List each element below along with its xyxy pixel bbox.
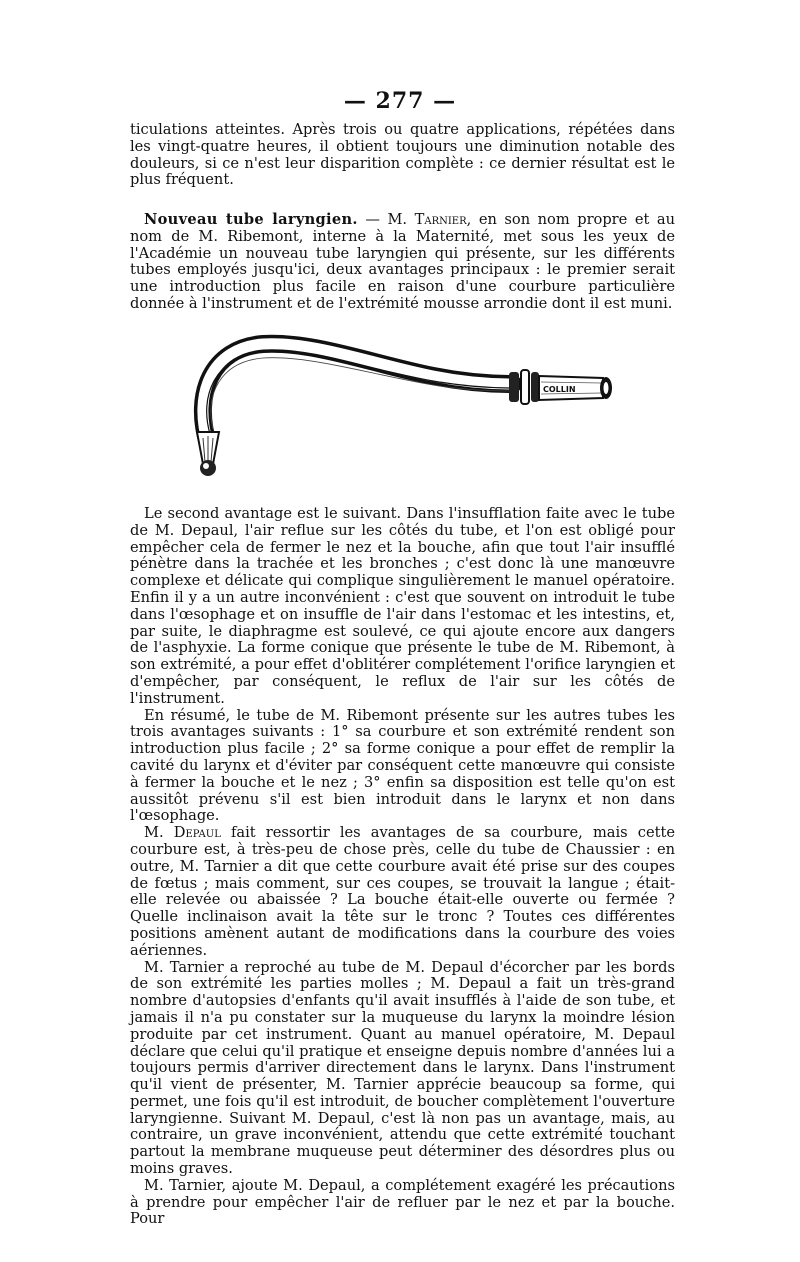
page-number: — 277 — xyxy=(343,88,457,114)
paragraph-en-resume: En résumé, le tube de M. Ribemont présente sur les autres tubes les trois avantages suivants : 1° sa courbure et son extrémité rendent son introduction plus facile ; 2° sa forme conique a pour effet de remplir la cavité du larynx et d'éviter par conséquent cette manœuvre qui consiste à fermer la bouche et le nez ; 3° enfin sa disposition est telle qu'on est aussitôt prévenu s'il est bien introduit dans le larynx et non dans l'œsophage. xyxy=(130,706,675,825)
heading-dash: — M. xyxy=(357,211,415,228)
paragraph-lead: M. xyxy=(144,824,174,842)
paragraph-body: fait ressortir les avantages de sa courbure, mais cette courbure est, à très-peu de chose près, celle du tube de Chaussier : en outre, M. Tarnier a dit que cette courbure avait été prise sur des coupes de fœtus ; mais comment, sur ces coupes, se trouvait la langue ; était-elle relevée ou abaissée ? La bouche était-elle ouverte ou fermée ? Quelle inclinaison avait la tête sur le tronc ? Toutes ces différentes positions amènent autant de modifications dans la courbure des voies aériennes. xyxy=(130,824,675,959)
paragraph-tarnier-precautions: M. Tarnier, ajoute M. Depaul, a complétement exagéré les précautions à prendre pour empêcher l'air de refluer par le nez et par la bouche. Pour xyxy=(130,1176,675,1228)
author-name-tarnier: Tarnier xyxy=(414,211,467,228)
author-name-depaul: Depaul xyxy=(173,824,221,842)
text-block-tube-intro xyxy=(130,212,675,313)
paragraph-tarnier-reproach: M. Tarnier a reproché au tube de M. Depaul d'écorcher par les bords de son extrémité les parties molles ; M. Depaul a fait un très-grand nombre d'autopsies d'enfants qu'il avait insufflés à l'aide de son tube, et jamais il n'a pu constater sur la muqueuse du larynx la moindre lésion produite par cet instrument. Quant au manuel opératoire, M. Depaul déclare que celui qu'il pratique et enseigne depuis nombre d'années lui a toujours permis d'arriver directement dans le larynx. Dans l'instrument qu'il vient de présenter, M. Tarnier apprécie beaucoup sa forme, qui permet, une fois qu'il est introduit, de boucher complètement l'ouverture laryngienne. Suivant M. Depaul, c'est là non pas un avantage, mais, au contraire, un grave inconvénient, attendu que cette extrémité touchant partout la membrane muqueuse peut déterminer des désordres plus ou moins graves. xyxy=(130,958,675,1178)
laryngeal-tube-engraving-icon xyxy=(197,344,612,476)
paragraph-body: , en son nom propre et au nom de M. Ribemont, interne à la Maternité, met sous les yeux de l'Académie un nouveau tube laryngien qui présente, sur les différents tubes employés jusqu'ici, deux avantages principaux : le premier serait une introduction plus facile en raison d'une courbure particulière donnée à l'instrument et de l'extrémité mousse arrondie dont il est muni. xyxy=(130,211,676,312)
paragraph-continuation: ticulations atteintes. Après trois ou quatre applications, répétées dans les vingt-quatre heures, il obtient toujours une diminution notable des douleurs, si ce n'est leur disparition complète : ce dernier résultat est le plus fréquent. xyxy=(130,121,675,189)
maker-label: COLLIN xyxy=(543,385,576,394)
text-block-main xyxy=(130,506,675,1228)
paragraph-nouveau-tube xyxy=(130,212,675,313)
paragraph-depaul-reply xyxy=(130,825,675,959)
section-heading: Nouveau tube laryngien. xyxy=(144,211,358,228)
text-block-top xyxy=(130,122,675,189)
laryngeal-tube-figure xyxy=(183,334,625,482)
paragraph-second-advantage: Le second avantage est le suivant. Dans l'insufflation faite avec le tube de M. Depaul, l'air reflue sur les côtés du tube, et l'on est obligé pour empêcher cela de fermer le nez et la bouche, afin que tout l'air insufflé pénètre dans la trachée et les bronches ; c'est donc là une manœuvre complexe et délicate qui complique singulièrement le manuel opératoire. Enfin il y a un autre inconvénient : c'est que souvent on introduit le tube dans l'œsophage et on insuffle de l'air dans l'estomac et les intestins, et, par suite, le diaphragme est soulevé, ce qui ajoute encore aux dangers de l'asphyxie. La forme conique que présente le tube de M. Ribemont, à son extrémité, a pour effet d'oblitérer complétement l'orifice laryngien et d'empêcher, par conséquent, le reflux de l'air sur les côtés de l'instrument. xyxy=(130,505,675,707)
